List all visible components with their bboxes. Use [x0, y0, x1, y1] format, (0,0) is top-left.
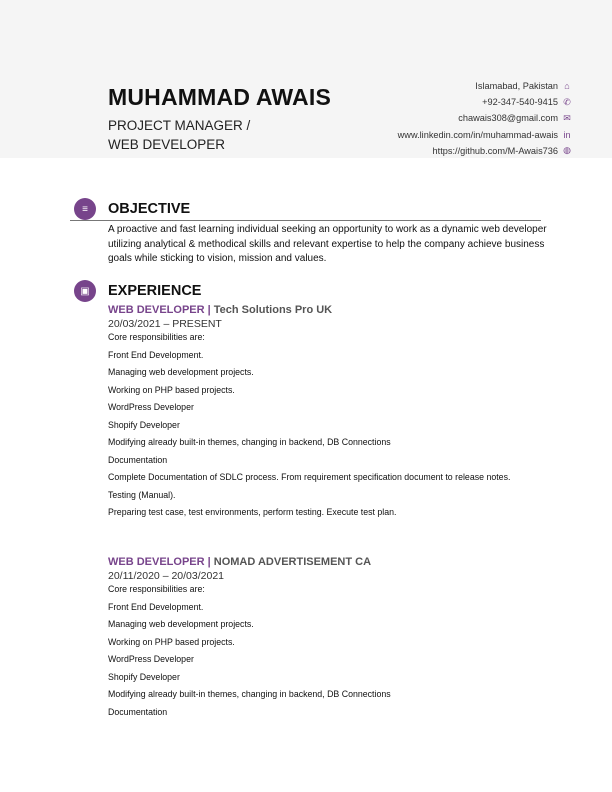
- contact-item: [398, 143, 572, 159]
- candidate-name: MUHAMMAD AWAIS: [108, 84, 331, 110]
- home-icon: ⌂: [564, 81, 570, 92]
- contact-item: [398, 78, 572, 94]
- responsibility-item: Testing (Manual).: [108, 489, 176, 500]
- phone-icon: ✆: [563, 96, 571, 107]
- job-company: Tech Solutions Pro UK: [213, 304, 333, 316]
- contact-text[interactable]: Islamabad, Pakistan: [475, 81, 558, 92]
- responsibility-item: Front End Development.: [108, 601, 204, 612]
- responsibility-item: Working on PHP based projects.: [108, 384, 235, 395]
- contact-text[interactable]: https://github.com/M-Awais736: [432, 145, 558, 156]
- responsibility-item: Working on PHP based projects.: [108, 636, 235, 647]
- contact-text[interactable]: +92-347-540-9415: [482, 97, 558, 108]
- contact-item: [398, 110, 572, 126]
- objective-title: OBJECTIVE: [108, 201, 191, 217]
- role-line: WEB DEVELOPER: [108, 137, 226, 152]
- responsibility-item: WordPress Developer: [108, 402, 194, 412]
- job-title: [108, 304, 548, 316]
- candidate-role: [108, 116, 250, 154]
- role-line: PROJECT MANAGER /: [108, 118, 251, 133]
- briefcase-icon: ▣: [74, 280, 96, 302]
- contact-text[interactable]: www.linkedin.com/in/muhammad-awais: [397, 129, 558, 140]
- responsibility-item: Shopify Developer: [108, 671, 180, 682]
- experience-title: EXPERIENCE: [108, 283, 202, 299]
- job-dates: 20/11/2020 – 20/03/2021: [108, 570, 224, 582]
- job-entry: [108, 304, 548, 525]
- job-role: WEB DEVELOPER |: [108, 556, 211, 568]
- responsibility-item: Managing web development projects.: [108, 367, 254, 377]
- linkedin-icon: in: [563, 129, 571, 140]
- responsibility-item: Front End Development.: [108, 349, 204, 360]
- responsibility-item: Documentation: [108, 454, 168, 465]
- responsibility-item: WordPress Developer: [108, 654, 194, 664]
- responsibility-item: Documentation: [108, 706, 168, 717]
- responsibility-item: Complete Documentation of SDLC process. From requirement specification document to release notes.: [108, 472, 511, 482]
- job-dates: 20/03/2021 – PRESENT: [108, 318, 222, 330]
- contact-item: [398, 127, 572, 143]
- job-entry: [108, 556, 548, 724]
- responsibility-item: Managing web development projects.: [108, 619, 254, 629]
- objective-icon: ≡: [74, 198, 96, 220]
- job-role: WEB DEVELOPER |: [108, 304, 211, 316]
- responsibility-item: Core responsibilities are:: [108, 332, 205, 342]
- job-company: NOMAD ADVERTISEMENT CA: [213, 556, 372, 568]
- responsibility-item: Core responsibilities are:: [108, 584, 205, 594]
- divider: [70, 220, 541, 221]
- contact-item: [398, 94, 572, 110]
- objective-text: A proactive and fast learning individual seeking an opportunity to work as a dynamic web developer utilizing analytical & methodical skills and relevant expertise to help the company achieve business goals while sticking to vision, mission and values.: [108, 224, 547, 264]
- globe-icon: ◍: [563, 145, 571, 156]
- contact-text[interactable]: chawais308@gmail.com: [458, 113, 558, 124]
- responsibility-item: Modifying already built-in themes, changing in backend, DB Connections: [108, 437, 391, 447]
- responsibility-item: Modifying already built-in themes, changing in backend, DB Connections: [108, 689, 391, 699]
- job-title: [108, 556, 548, 568]
- contact-info: [398, 78, 572, 159]
- responsibility-item: Preparing test case, test environments, perform testing. Execute test plan.: [108, 507, 397, 517]
- email-icon: ✉: [563, 112, 571, 123]
- responsibility-item: Shopify Developer: [108, 419, 180, 430]
